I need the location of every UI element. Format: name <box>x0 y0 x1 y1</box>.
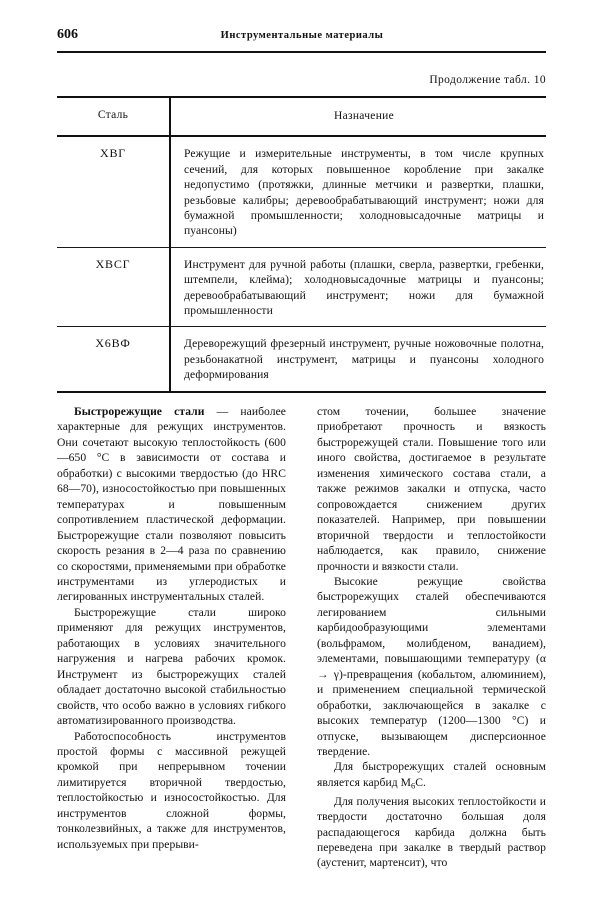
table-row <box>57 248 546 327</box>
right-column <box>317 404 546 894</box>
paragraph-text: — наиболее характерные для режущих инструментов. Они сочетают высокую теплостойкость (600—650 °С в зависимости от состава и обработки) с высокими твердостью (до HRC 68—70), износостойкостью при повышенных температурах и повышенным сопротивлением пластической деформации. Быстрорежущие стали позволяют повысить скорость резания в 2—4 раза по сравнению со скоростями, применяемыми при обработке инструментами из углеродистых и легированных инструментальных сталей. <box>57 405 286 604</box>
cell-steel-grade: Х6ВФ <box>95 336 131 351</box>
paragraph-text: стом точении, большее значение приобретают прочность и вязкость быстрорежущей стали. Повышение того или иного свойства, достигаемое в результате изменения химического состава стали, а также режимов закалки и отпуска, часто сопровождается снижением других показателей. Например, при повышении вторичной твердости и теплостойкости наблюдается, как правило, снижение прочности и вязкости стали. <box>317 405 546 573</box>
body-columns <box>57 404 546 894</box>
column-header-steel: Сталь <box>97 109 129 121</box>
paragraph-text-before-formula: Для быстрорежущих сталей основным является карбид M <box>317 760 546 789</box>
paragraph-text: Работоспособность инструментов простой формы с массивной режущей кромкой при непрерывном точении лимитируется вторичной твердостью, теплостойкостью и износостойкостью. Для инструментов сложной формы, тонколезвийных, а также для инструментов, используемых при прерыви- <box>57 729 286 851</box>
cell-steel-grade: ХВСГ <box>95 256 131 271</box>
paragraph <box>317 574 546 759</box>
paragraph-text: Для получения высоких теплостойкости и твердости достаточно большая доля распадающегося карбида должна быть переведена при закалке в твердый раствор (аустенит, мартенсит), что <box>317 794 546 870</box>
column-header-usage: Назначение <box>169 98 546 135</box>
table-bottom-rule <box>57 391 546 393</box>
table-row <box>57 327 546 390</box>
cell-usage-description: Дереворежущий фрезерный инструмент, ручные ножовочные полотна, резьбонакатной инструмент, матрицы и пуансоны холодного деформирования <box>169 327 546 390</box>
paragraph-text-after-formula: С. <box>415 775 426 789</box>
running-head-title: Инструментальные материалы <box>220 30 384 41</box>
paragraph <box>57 729 286 853</box>
paragraph <box>57 605 286 729</box>
paragraph-carbide-formula <box>317 759 546 793</box>
cell-usage-description: Инструмент для ручной работы (плашки, сверла, развертки, гребенки, штемпели, клейма); холодновысадочные матрицы и пуансоны; деревообрабатывающий инструмент; ножи для бумажной промышленности <box>169 248 546 327</box>
running-head <box>57 27 547 45</box>
table-continuation-label: Продолжение табл. 10 <box>429 74 546 86</box>
table-row <box>57 137 546 246</box>
table-header-row <box>57 98 546 135</box>
paragraph-lead-in: Быстрорежущие стали <box>74 405 205 418</box>
left-column <box>57 404 286 894</box>
page-number: 606 <box>57 27 78 42</box>
paragraph <box>317 794 546 871</box>
paragraph <box>317 404 546 574</box>
paragraph <box>57 404 286 605</box>
header-rule <box>57 51 546 53</box>
paragraph-text: Быстрорежущие стали широко применяют для режущих инструментов, работающих в условиях значительного нагружения и нагрева рабочих кромок. Инструмент из быстрорежущих сталей обладает достаточно высокой стабильностью свойств, что особо важно в условиях гибкого автоматизированного производства. <box>57 605 286 728</box>
steel-usage-table <box>57 96 546 393</box>
paragraph-text: Высокие режущие свойства быстрорежущих сталей обеспечиваются легированием сильными карбидообразующими элементами (вольфрамом, молибденом, ванадием), элементами, повышающими температуру (α → γ)-превращения (кобальтом, алюминием), и применением специальной термической обработки, заключающейся в закалке с высоких температур (1200—1300 °С) и отпуске, вызывающем дисперсионное твердение. <box>317 574 546 758</box>
carbide-subscript: 6 <box>410 781 416 791</box>
cell-usage-description: Режущие и измерительные инструменты, в том числе крупных сечений, для которых повышенное коробление при закалке недопустимо (протяжки, длинные метчики и развертки, плашки, резьбовые калибры; деревообрабатывающий инструмент; ножи для бумажной промышленности; холодновысадочные матрицы и пуансоны) <box>169 137 546 246</box>
cell-steel-grade: ХВГ <box>99 146 126 161</box>
